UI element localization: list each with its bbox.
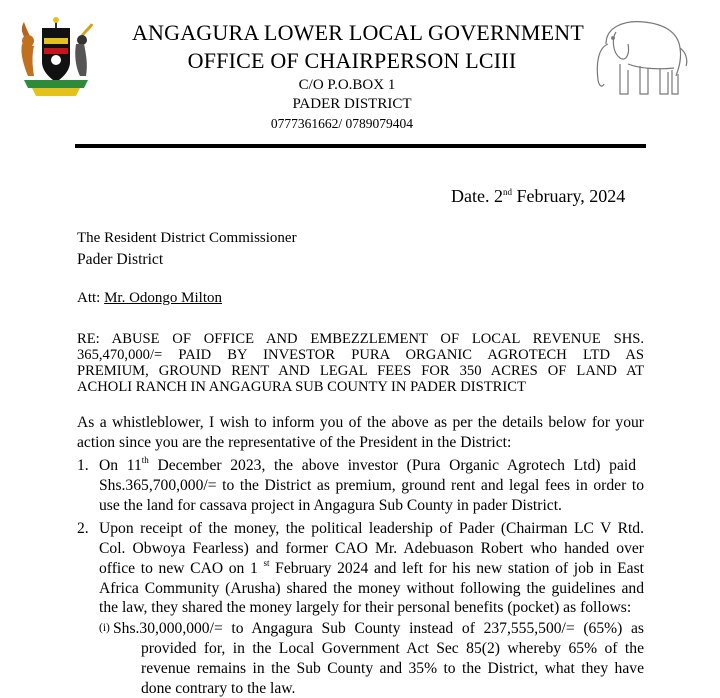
recipient-title: The Resident District Commissioner: [77, 230, 297, 246]
letterhead-title: ANGAGURA LOWER LOCAL GOVERNMENT: [131, 20, 585, 45]
letterhead-address: C/O P.O.BOX 1: [298, 77, 396, 93]
item-2-line-1: Upon receipt of the money, the political leadership of Pader (Chairman LC V Rtd.: [99, 520, 644, 537]
sub-item-marker: (i): [99, 622, 110, 634]
letterhead-office: OFFICE OF CHAIRPERSON LCIII: [187, 48, 517, 73]
intro-line-1: As a whistleblower, I wish to inform you of the above as per the details below for your: [77, 414, 644, 431]
item-1-date-suffix: th: [141, 455, 149, 465]
item-2-line-4: Africa Community (Arusha) shared the money without following the guidelines and: [99, 580, 644, 597]
sub-item-line-2: provided for, in the Local Government Act Sec 85(2) whereby 65% of the: [141, 640, 644, 657]
subject-line-2: 365,470,000/= PAID BY INVESTOR PURA ORGANIC AGROTECH LTD AS: [77, 347, 644, 363]
item-1-line-2: Shs.365,700,000/= to the District as premium, ground rent and legal fees in order to: [99, 477, 644, 494]
subject-line-3: PREMIUM, GROUND RENT AND LEGAL FEES FOR 350 ACRES OF LAND AT: [77, 363, 644, 379]
sub-item-line-4: done contrary to the law.: [141, 680, 296, 697]
item-1-number: 1.: [77, 457, 89, 474]
item-2-number: 2.: [77, 520, 89, 537]
date-day: Date. 2: [451, 186, 503, 206]
attention-label: Att:: [77, 290, 101, 306]
letterhead-phones: 0777361662/ 0789079404: [270, 116, 414, 131]
intro-line-2: action since you are the representative of the President in the District:: [77, 434, 512, 451]
sub-item-line-1: Shs.30,000,000/= to Angagura Sub County instead of 237,555,500/= (65%) as: [113, 620, 644, 637]
header-divider: [75, 144, 646, 148]
item-2-date-suffix: st: [263, 558, 270, 568]
item-1-line-3: use the land for cassava project in Angagura Sub County in pader District.: [99, 497, 562, 514]
date-month-year: February, 2024: [516, 186, 626, 206]
recipient-district: Pader District: [77, 251, 164, 268]
subject-line-1: RE: ABUSE OF OFFICE AND EMBEZZLEMENT OF LOCAL REVENUE SHS.: [77, 331, 644, 347]
date-suffix: nd: [502, 187, 512, 197]
item-2-line-3: office to new CAO on 1 $^{st}$ February 2024 and left for his new station of job in East: [99, 558, 645, 577]
letterhead-district: PADER DISTRICT: [292, 96, 412, 112]
item-2-line-5: the law, they shared the money largely for their personal benefits (pocket) as follows:: [99, 599, 632, 616]
subject-line-4: ACHOLI RANCH IN ANGAGURA SUB COUNTY IN PADER DISTRICT: [77, 379, 526, 395]
letter-date: [451, 186, 625, 207]
attention-line: [77, 290, 222, 307]
sub-item-line-3: revenue remains in the Sub County and 35% to the District, what they have: [141, 660, 644, 677]
attention-name: Mr. Odongo Milton: [104, 290, 223, 306]
item-1-line-1: On 11th December 2023, the above investor (Pura Organic Agrotech Ltd) paid: [99, 455, 636, 474]
item-2-line-2: Col. Obwoya Fearless) and former CAO Mr. Adebuason Robert who handed over: [99, 540, 644, 557]
